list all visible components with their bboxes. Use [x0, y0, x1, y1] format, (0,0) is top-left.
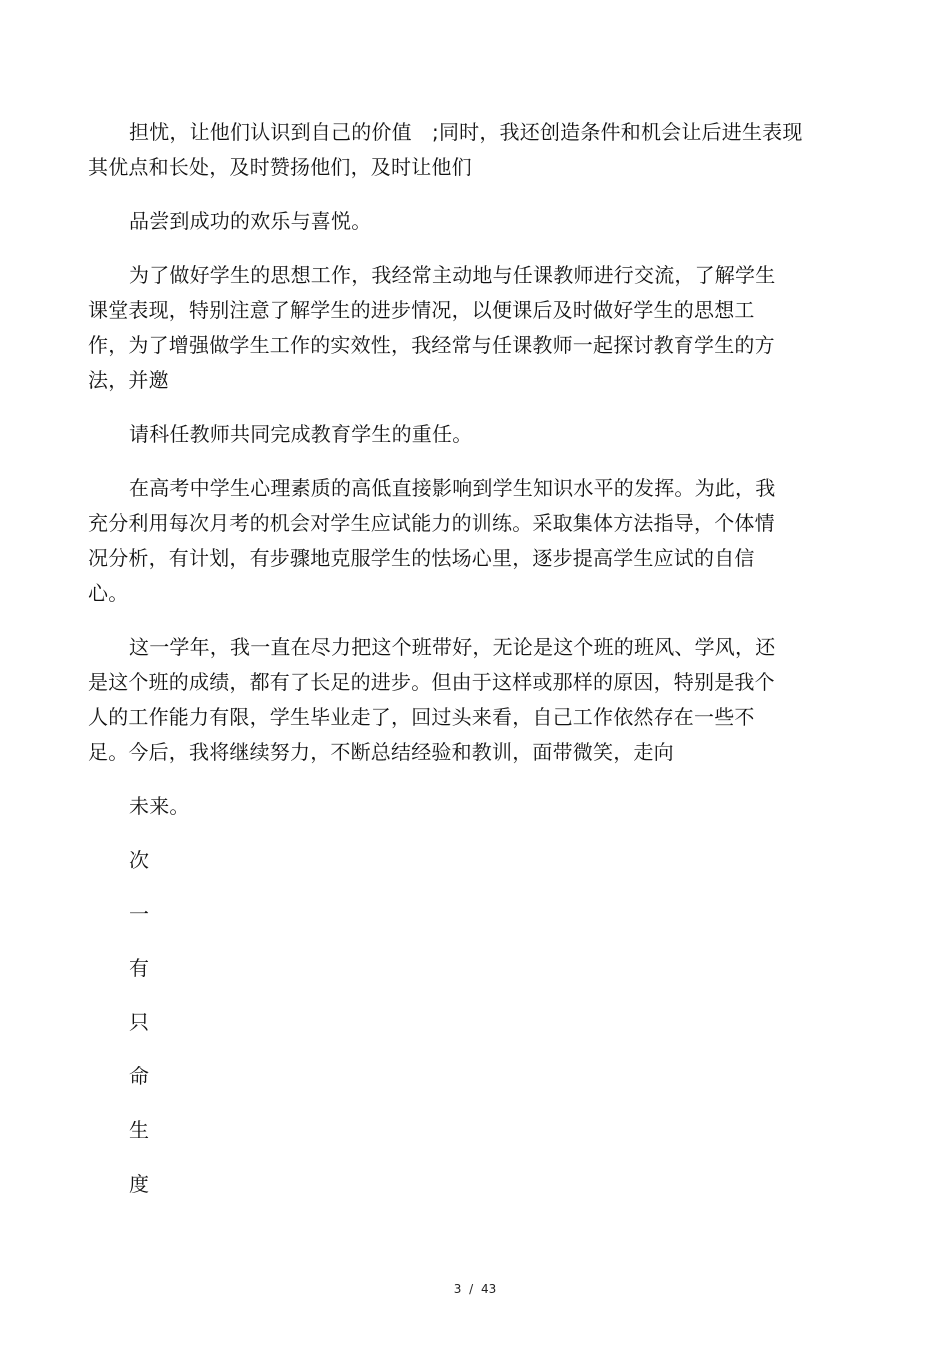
paragraph-6-line-1: 这一学年，我一直在尽力把这个班带好，无论是这个班的班风、学风，还 — [129, 635, 776, 659]
page-current: 3 — [453, 1282, 462, 1296]
page-number — [0, 1281, 950, 1297]
paragraph-7-line-1: 未来。 — [129, 794, 190, 818]
paragraph-3-line-2: 课堂表现，特别注意了解学生的进步情况，以便课后及时做好学生的思想工 — [88, 298, 755, 322]
vertical-char: 次 — [129, 848, 149, 872]
paragraph-1-line-2: 其优点和长处，及时赞扬他们，及时让他们 — [88, 155, 472, 179]
paragraph-5-line-4: 心。 — [88, 581, 129, 605]
paragraph-5-line-1: 在高考中学生心理素质的高低直接影响到学生知识水平的发挥。为此，我 — [129, 476, 776, 500]
paragraph-2-line-1: 品尝到成功的欢乐与喜悦。 — [129, 209, 372, 233]
paragraph-5-line-2: 充分利用每次月考的机会对学生应试能力的训练。采取集体方法指导，个体情 — [88, 511, 775, 535]
paragraph-6-line-3: 人的工作能力有限，学生毕业走了，回过头来看，自己工作依然存在一些不 — [88, 705, 755, 729]
paragraph-5-line-3: 况分析，有计划，有步骤地克服学生的怯场心里，逐步提高学生应试的自信 — [88, 546, 755, 570]
vertical-char: 一 — [129, 902, 149, 926]
paragraph-6-line-4: 足。今后，我将继续努力，不断总结经验和教训，面带微笑，走向 — [88, 740, 674, 764]
vertical-char: 命 — [129, 1064, 149, 1088]
page-separator: / — [469, 1282, 474, 1296]
vertical-char: 只 — [129, 1010, 149, 1034]
vertical-char: 生 — [129, 1118, 149, 1142]
paragraph-6-line-2: 是这个班的成绩，都有了长足的进步。但由于这样或那样的原因，特别是我个 — [88, 670, 775, 694]
paragraph-1-line-1: 担忧，让他们认识到自己的价值 ;同时，我还创造条件和机会让后进生表现 — [129, 120, 803, 144]
paragraph-3-line-3: 作，为了增强做学生工作的实效性，我经常与任课教师一起探讨教育学生的方 — [88, 333, 775, 357]
page-total: 43 — [481, 1282, 497, 1296]
vertical-char: 有 — [129, 956, 149, 980]
paragraph-3-line-1: 为了做好学生的思想工作，我经常主动地与任课教师进行交流，了解学生 — [129, 263, 776, 287]
paragraph-3-line-4: 法，并邀 — [88, 368, 169, 392]
paragraph-4-line-1: 请科任教师共同完成教育学生的重任。 — [129, 422, 473, 446]
vertical-char: 度 — [129, 1172, 149, 1196]
